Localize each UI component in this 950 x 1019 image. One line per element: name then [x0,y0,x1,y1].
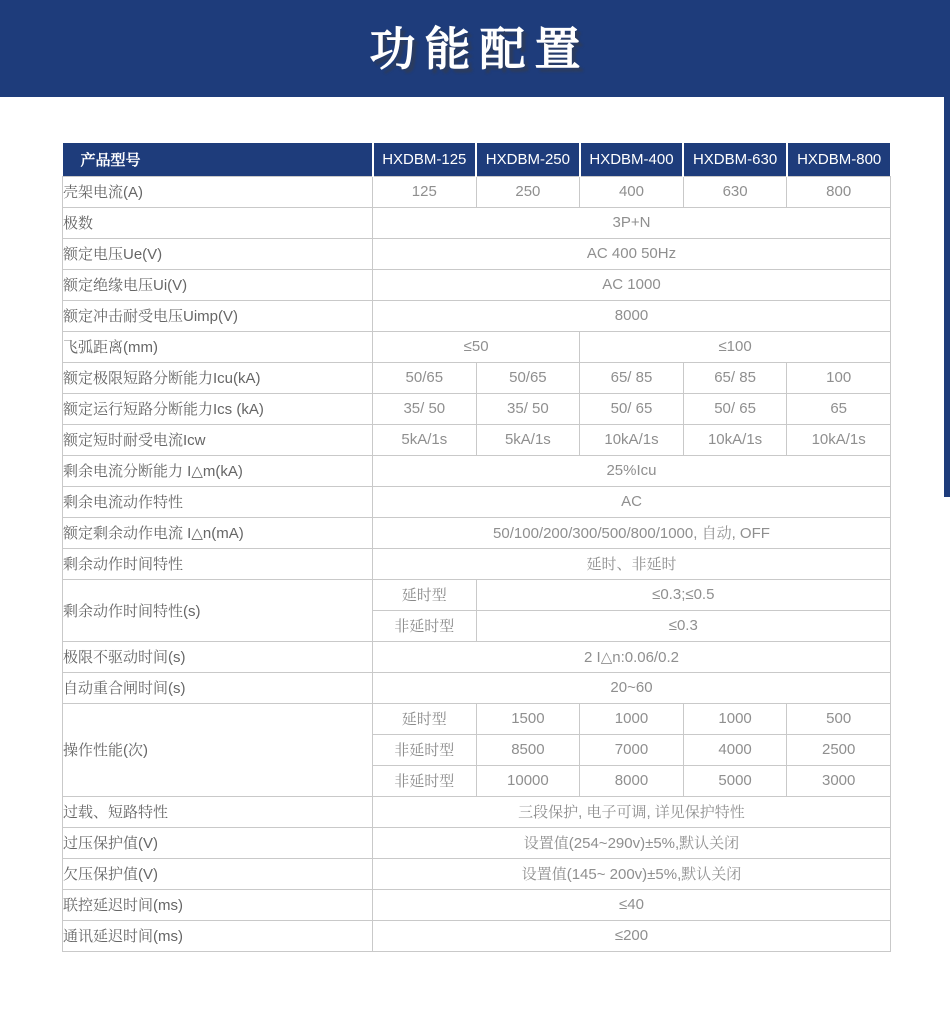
row-rated-residual-current [63,517,891,548]
value-cell: 50/ 65 [683,393,787,424]
value-cell: 10000 [476,765,580,796]
page-banner [0,0,950,97]
value-cell: AC 400 50Hz [373,238,891,269]
value-cell: ≤0.3;≤0.5 [476,579,890,610]
row-residual-time-delay [63,579,891,610]
right-accent-strip [944,97,950,497]
row-label: 过压保护值(V) [63,827,373,858]
row-label: 飞弧距离(mm) [63,331,373,362]
sub-type-cell: 延时型 [373,579,477,610]
value-cell: 三段保护, 电子可调, 详见保护特性 [373,796,891,827]
value-cell: 50/100/200/300/500/800/1000, 自动, OFF [373,517,891,548]
value-cell: 2500 [787,734,891,765]
row-label: 欠压保护值(V) [63,858,373,889]
value-cell: 8000 [580,765,684,796]
value-cell: 1000 [683,703,787,734]
value-cell: 2 I△n:0.06/0.2 [373,641,891,672]
value-cell: 125 [373,176,477,207]
value-cell: 65 [787,393,891,424]
value-cell: ≤100 [580,331,891,362]
model-column-header: HXDBM-125 [373,143,477,176]
value-cell: 10kA/1s [787,424,891,455]
value-cell: 3P+N [373,207,891,238]
row-label: 自动重合闸时间(s) [63,672,373,703]
row-label: 剩余动作时间特性(s) [63,579,373,641]
row-label: 额定短时耐受电流Icw [63,424,373,455]
row-residual-char [63,486,891,517]
model-column-header: HXDBM-800 [787,143,891,176]
value-cell: 1000 [580,703,684,734]
value-cell: 5000 [683,765,787,796]
row-undervoltage [63,858,891,889]
value-cell: 5kA/1s [373,424,477,455]
row-impulse-voltage [63,300,891,331]
row-label: 过载、短路特性 [63,796,373,827]
row-label: 剩余电流分断能力 I△m(kA) [63,455,373,486]
value-cell: 800 [787,176,891,207]
value-cell: ≤40 [373,889,891,920]
row-label: 极限不驱动时间(s) [63,641,373,672]
row-label: 操作性能(次) [63,703,373,796]
spec-table [62,143,891,952]
value-cell: 35/ 50 [373,393,477,424]
row-ics [63,393,891,424]
row-limit-non-actuating [63,641,891,672]
row-frame-current [63,176,891,207]
value-cell: 400 [580,176,684,207]
row-overload-short [63,796,891,827]
value-cell: 延时、非延时 [373,548,891,579]
value-cell: 20~60 [373,672,891,703]
row-label: 额定电压Ue(V) [63,238,373,269]
row-label: 额定剩余动作电流 I△n(mA) [63,517,373,548]
value-cell: 7000 [580,734,684,765]
value-cell: 8000 [373,300,891,331]
row-label: 剩余动作时间特性 [63,548,373,579]
model-column-header: HXDBM-400 [580,143,684,176]
row-label: 额定冲击耐受电压Uimp(V) [63,300,373,331]
row-label: 联控延迟时间(ms) [63,889,373,920]
value-cell: ≤200 [373,920,891,951]
value-cell: 630 [683,176,787,207]
value-cell: 65/ 85 [580,362,684,393]
row-label: 通讯延迟时间(ms) [63,920,373,951]
value-cell: 500 [787,703,891,734]
value-cell: 3000 [787,765,891,796]
value-cell: 100 [787,362,891,393]
row-label: 壳架电流(A) [63,176,373,207]
value-cell: 5kA/1s [476,424,580,455]
product-model-header: 产品型号 [63,143,373,176]
value-cell: 25%Icu [373,455,891,486]
value-cell: 10kA/1s [683,424,787,455]
row-icw [63,424,891,455]
row-residual-breaking [63,455,891,486]
value-cell: 设置值(254~290v)±5%,默认关闭 [373,827,891,858]
value-cell: 250 [476,176,580,207]
sub-type-cell: 非延时型 [373,765,477,796]
value-cell: ≤0.3 [476,610,890,641]
value-cell: AC 1000 [373,269,891,300]
sub-type-cell: 非延时型 [373,610,477,641]
value-cell: 4000 [683,734,787,765]
value-cell: AC [373,486,891,517]
value-cell: 设置值(145~ 200v)±5%,默认关闭 [373,858,891,889]
row-overvoltage [63,827,891,858]
row-label: 额定绝缘电压Ui(V) [63,269,373,300]
value-cell: 50/65 [373,362,477,393]
value-cell: 1500 [476,703,580,734]
page-title: 功能配置 [369,22,590,75]
row-rated-voltage [63,238,891,269]
value-cell: 50/ 65 [580,393,684,424]
row-label: 剩余电流动作特性 [63,486,373,517]
row-label: 额定运行短路分断能力Ics (kA) [63,393,373,424]
table-header-row [63,143,891,176]
value-cell: 65/ 85 [683,362,787,393]
value-cell: 35/ 50 [476,393,580,424]
value-cell: 50/65 [476,362,580,393]
sub-type-cell: 延时型 [373,703,477,734]
value-cell: 8500 [476,734,580,765]
model-column-header: HXDBM-250 [476,143,580,176]
row-label: 额定极限短路分断能力Icu(kA) [63,362,373,393]
row-icu [63,362,891,393]
value-cell: 10kA/1s [580,424,684,455]
row-poles [63,207,891,238]
row-operation-delay [63,703,891,734]
row-comm-delay [63,920,891,951]
model-column-header: HXDBM-630 [683,143,787,176]
row-arc-distance [63,331,891,362]
row-insulation-voltage [63,269,891,300]
sub-type-cell: 非延时型 [373,734,477,765]
row-label: 极数 [63,207,373,238]
row-auto-reclose [63,672,891,703]
row-interlock-delay [63,889,891,920]
value-cell: ≤50 [373,331,580,362]
row-residual-time-char [63,548,891,579]
